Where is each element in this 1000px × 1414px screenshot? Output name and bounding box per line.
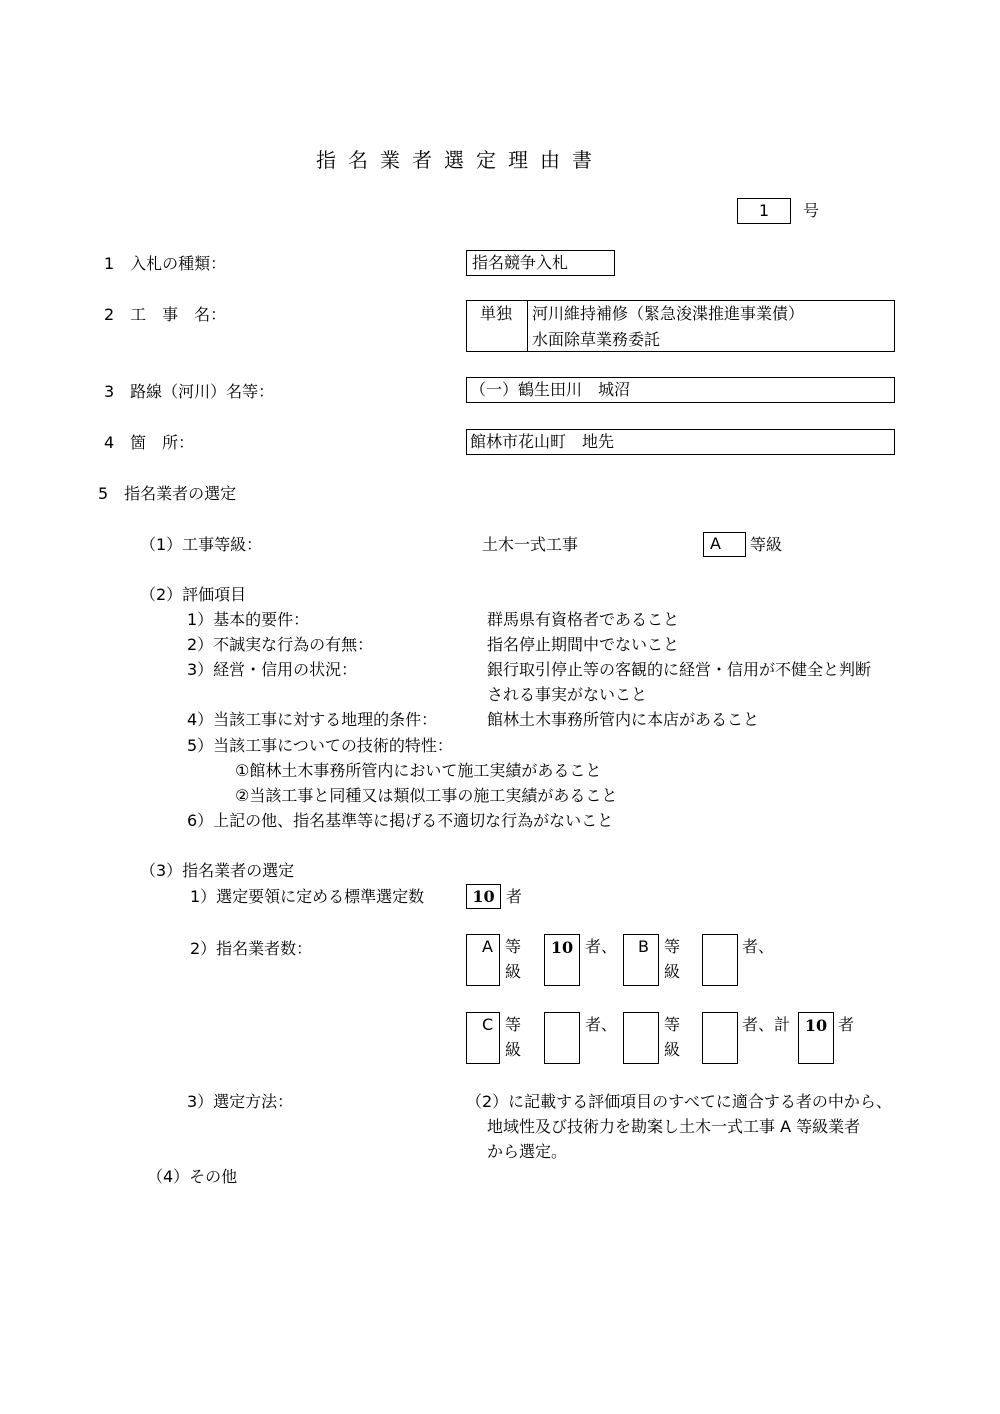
blank-count-box — [702, 1012, 738, 1064]
grade-c-value: C — [482, 1015, 494, 1034]
blank-grade-tou: 等 — [664, 1015, 681, 1034]
grade-value: A — [710, 534, 721, 553]
work-type-value: 単独 — [480, 304, 513, 323]
page-title: 指名業者選定理由書 — [316, 148, 604, 172]
eval2-value: 指名停止期間中でないこと — [487, 635, 680, 654]
work-name-line2: 水面除草業務委託 — [532, 330, 661, 349]
work-name-divider — [527, 300, 528, 352]
c-count-box — [544, 1012, 580, 1064]
grade-b-kyu: 級 — [664, 962, 681, 981]
a-sha: 者、 — [585, 937, 618, 956]
eval4-value: 館林土木事務所管内に本店があること — [487, 710, 760, 729]
eval6-label: 6）上記の他、指名基準等に掲げる不適切な行為がないこと — [187, 811, 614, 830]
total-sha: 者 — [838, 1015, 855, 1034]
sec1-label: （1）工事等級： — [140, 535, 263, 554]
grade-suffix: 等級 — [750, 535, 783, 554]
grade-b-value: B — [638, 937, 649, 956]
blank-grade-kyu: 級 — [664, 1040, 681, 1059]
blank-grade-box — [623, 1012, 659, 1064]
standard-suffix: 者 — [506, 887, 523, 906]
eval5-label: 5）当該工事についての技術的特性： — [187, 736, 453, 755]
grade-b-tou: 等 — [664, 937, 681, 956]
location-value: 館林市花山町 地先 — [470, 432, 615, 451]
item2-label: 2 工 事 名： — [104, 305, 227, 324]
grade-a-value: A — [482, 937, 493, 956]
route-value: （一）鶴生田川 城沼 — [470, 380, 631, 399]
c-sha: 者、 — [585, 1015, 618, 1034]
eval1-label: 1）基本的要件： — [187, 610, 310, 629]
sec2-label: （2）評価項目 — [140, 585, 247, 604]
grade-c-kyu: 級 — [505, 1040, 522, 1059]
b-count-box — [702, 934, 738, 986]
eval3-label: 3）経営・信用の状況： — [187, 660, 358, 679]
eval5-sub1: ①館林土木事務所管内において施工実績があること — [235, 761, 602, 780]
grade-c-tou: 等 — [505, 1015, 522, 1034]
sec4-label: （4）その他 — [147, 1167, 238, 1186]
sec3-label: （3）指名業者の選定 — [140, 861, 295, 880]
bid-type-value: 指名競争入札 — [472, 253, 569, 272]
count-label: 2）指名業者数： — [190, 939, 313, 958]
a-count-value: 10 — [550, 938, 574, 957]
eval1-value: 群馬県有資格者であること — [487, 610, 680, 629]
eval3-value1: 銀行取引停止等の客観的に経営・信用が不健全と判断 — [487, 660, 872, 679]
grade-a-kyu: 級 — [505, 962, 522, 981]
number-box — [737, 198, 791, 224]
sec1-type: 土木一式工事 — [482, 535, 579, 554]
grade-a-tou: 等 — [505, 937, 522, 956]
item4-label: 4 箇 所： — [104, 433, 195, 452]
total-count-value: 10 — [804, 1016, 828, 1035]
number-value: 1 — [758, 201, 770, 220]
eval2-label: 2）不誠実な行為の有無： — [187, 635, 374, 654]
standard-count-value: 10 — [472, 887, 495, 906]
item1-label: 1 入札の種類： — [104, 254, 227, 273]
b-sha: 者、 — [742, 937, 775, 956]
eval5-sub2: ②当該工事と同種又は類似工事の施工実績があること — [235, 786, 618, 805]
method-line2: 地域性及び技術力を勘案し土木一式工事 A 等級業者 — [487, 1117, 861, 1136]
eval4-label: 4）当該工事に対する地理的条件： — [187, 710, 438, 729]
eval3-value2: される事実がないこと — [487, 685, 648, 704]
number-suffix: 号 — [803, 201, 820, 220]
standard-label: 1）選定要領に定める標準選定数 — [190, 887, 425, 906]
item3-label: 3 路線（河川）名等： — [104, 382, 275, 401]
method-label: 3）選定方法： — [187, 1092, 294, 1111]
total-sha-label: 者、計 — [742, 1015, 791, 1034]
method-line3: から選定。 — [487, 1142, 568, 1161]
work-name-line1: 河川維持補修（緊急浚渫推進事業債） — [532, 304, 805, 323]
item5-label: 5 指名業者の選定 — [98, 484, 237, 503]
standard-count-box — [466, 884, 501, 909]
method-line1: （2）に記載する評価項目のすべてに適合する者の中から、 — [466, 1092, 892, 1111]
